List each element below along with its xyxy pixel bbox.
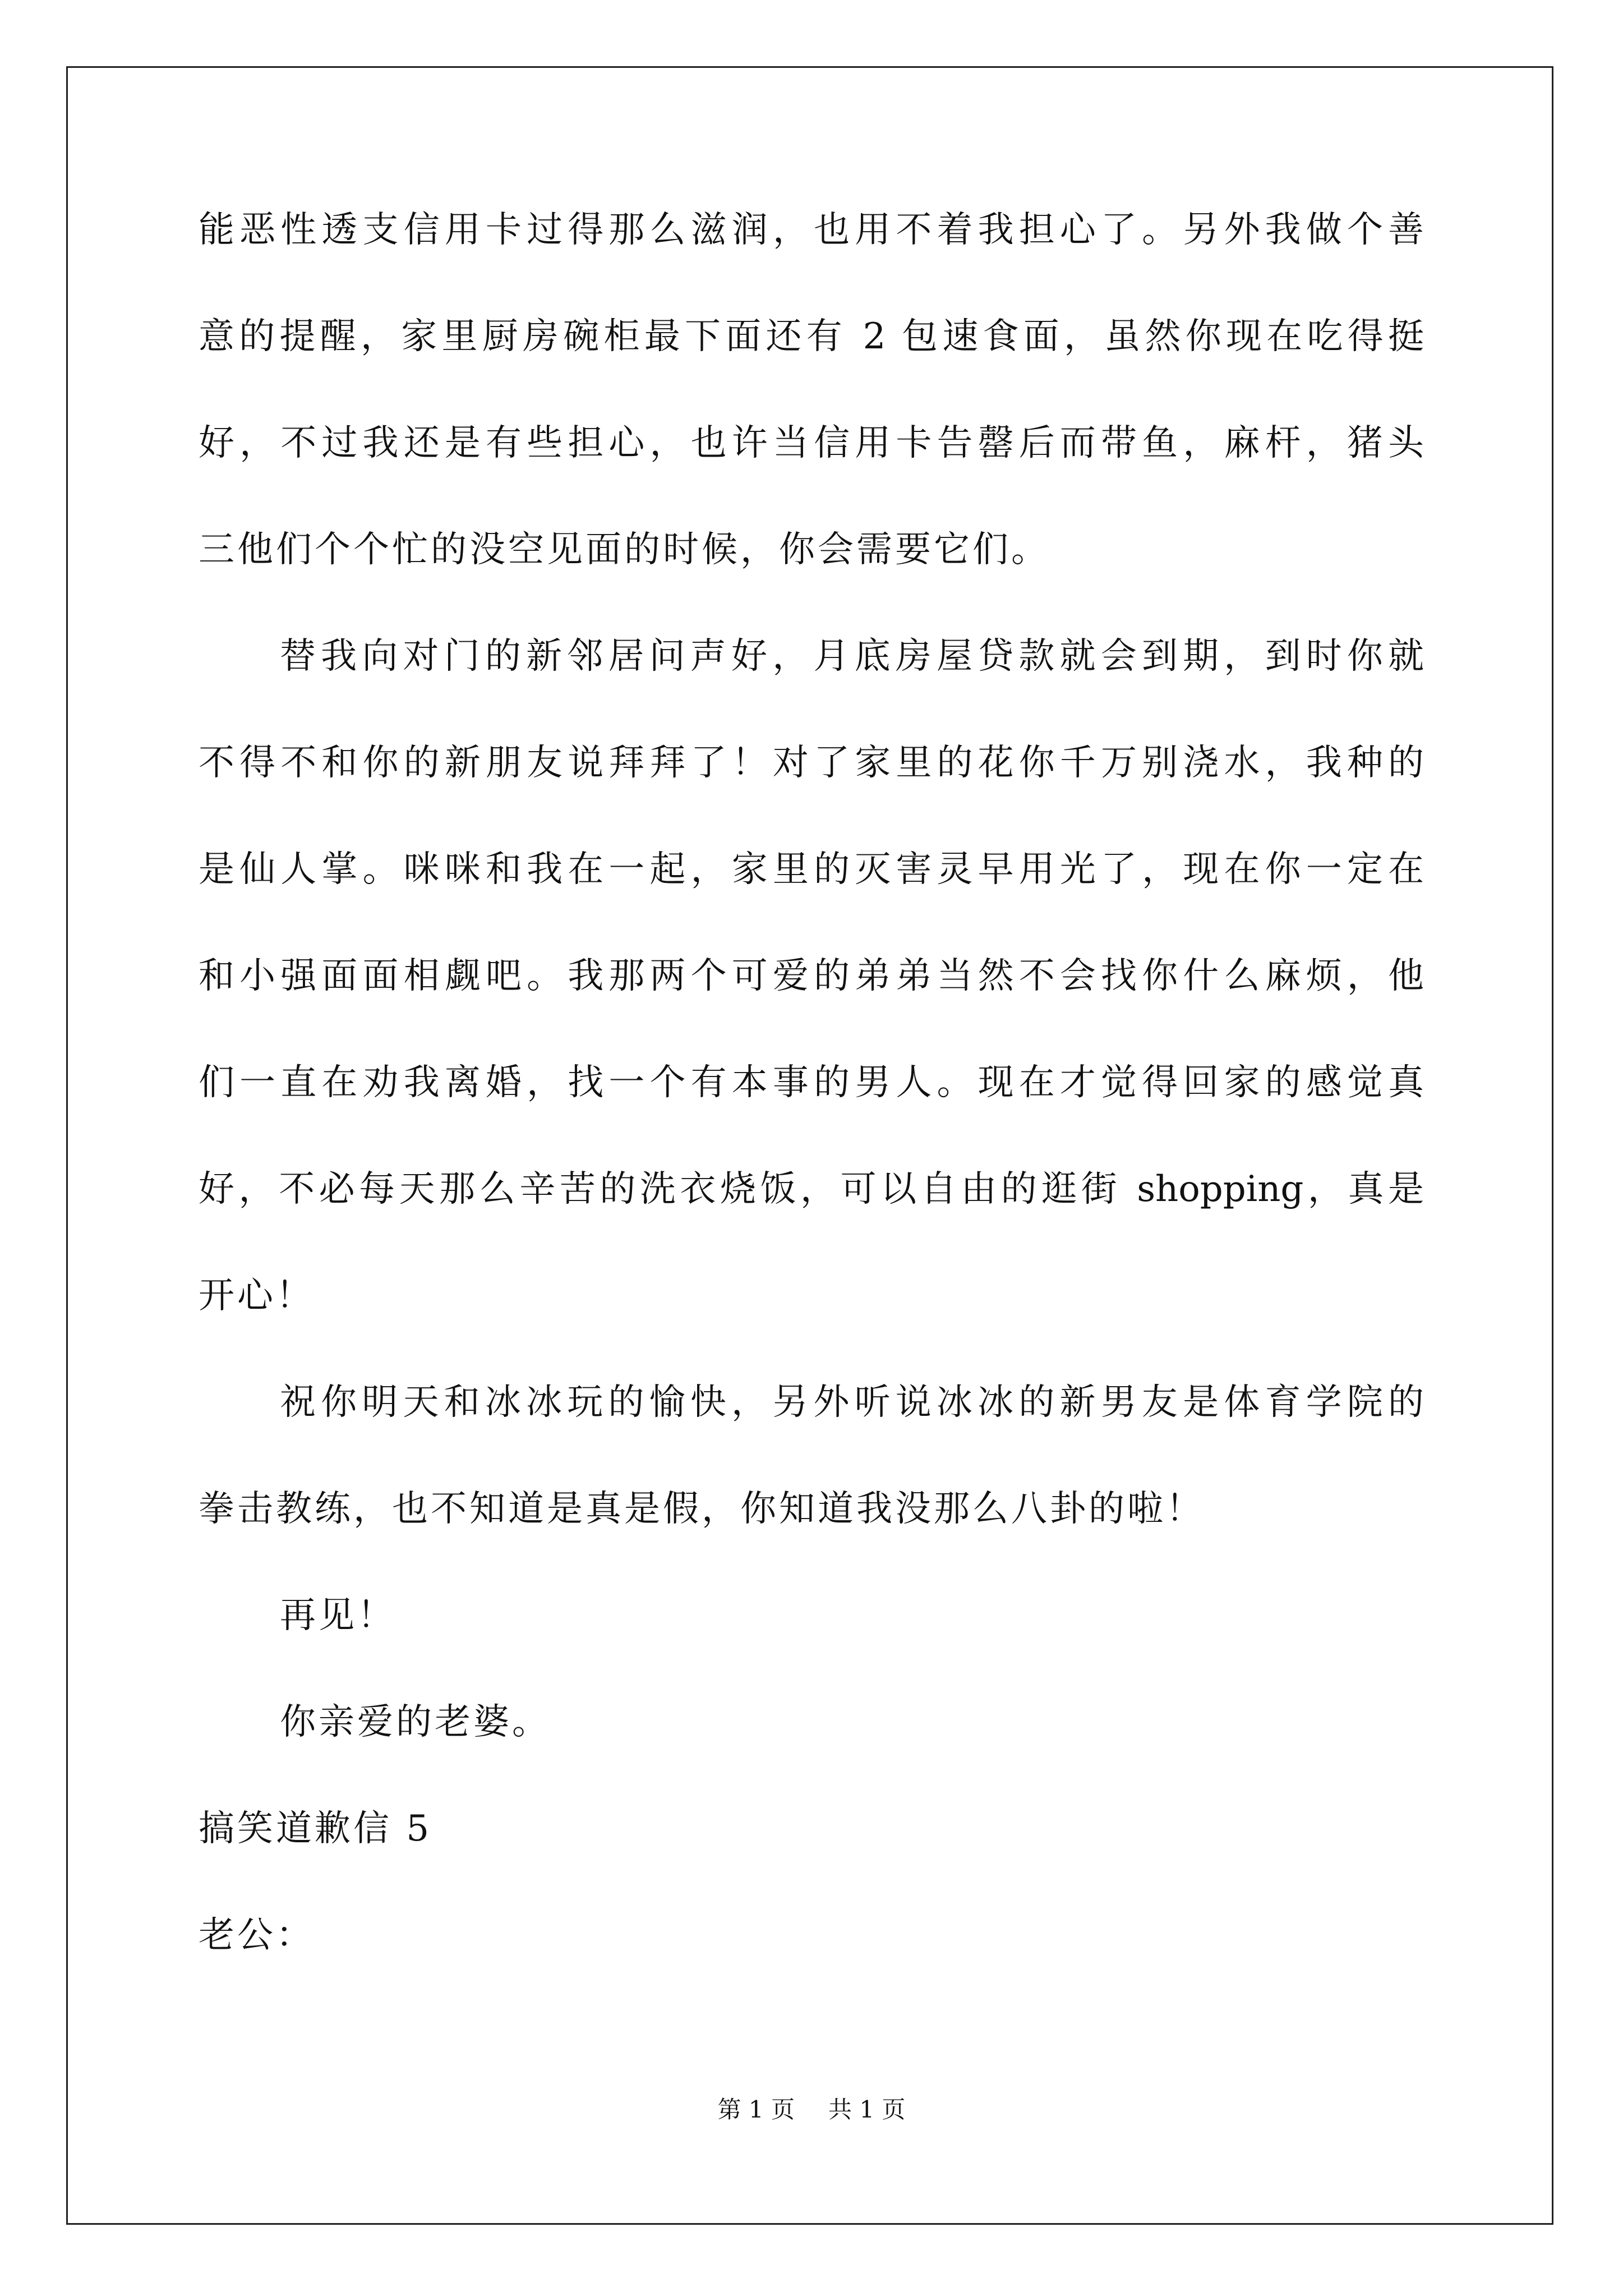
text-line: 好，不过我还是有些担心，也许当信用卡告罄后而带鱼，麻杆，猪头: [199, 422, 1424, 464]
text-line: 拳击教练，也不知道是真是假，你知道我没那么八卦的啦！: [199, 1488, 1205, 1530]
text-line: 和小强面面相觑吧。我那两个可爱的弟弟当然不会找你什么麻烦，他: [199, 955, 1424, 997]
page-number: 第 1 页: [717, 2096, 795, 2123]
text-line: 开心！: [199, 1275, 315, 1317]
text-line: 意的提醒，家里厨房碗柜最下面还有 2 包速食面，虽然你现在吃得挺: [199, 316, 1424, 357]
text-line: 是仙人掌。咪咪和我在一起，家里的灭害灵早用光了，现在你一定在: [199, 849, 1424, 890]
page-footer: [0, 2098, 1623, 2122]
document-body: [199, 209, 1424, 2024]
text-line: 好，不必每天那么辛苦的洗衣烧饭，可以自由的逛街 shopping，真是: [199, 1168, 1424, 1210]
paragraph-first-line: 祝你明天和冰冰玩的愉快，另外听说冰冰的新男友是体育学院的: [280, 1382, 1424, 1423]
closing-line: 再见！: [280, 1595, 396, 1636]
text-line: 三他们个个忙的没空见面的时候，你会需要它们。: [199, 529, 1050, 570]
text-line: 不得不和你的新朋友说拜拜了！对了家里的花你千万别浇水，我种的: [199, 742, 1424, 784]
salutation: 老公：: [199, 1915, 315, 1956]
paragraph-first-line: 替我向对门的新邻居问声好，月底房屋贷款就会到期，到时你就: [280, 636, 1424, 677]
page-total: 共 1 页: [828, 2096, 906, 2123]
signature-line: 你亲爱的老婆。: [280, 1701, 551, 1743]
text-line: 们一直在劝我离婚，找一个有本事的男人。现在才觉得回家的感觉真: [199, 1062, 1424, 1103]
text-line: 能恶性透支信用卡过得那么滋润，也用不着我担心了。另外我做个善: [199, 209, 1424, 251]
letter-title: 搞笑道歉信 5: [199, 1808, 432, 1849]
